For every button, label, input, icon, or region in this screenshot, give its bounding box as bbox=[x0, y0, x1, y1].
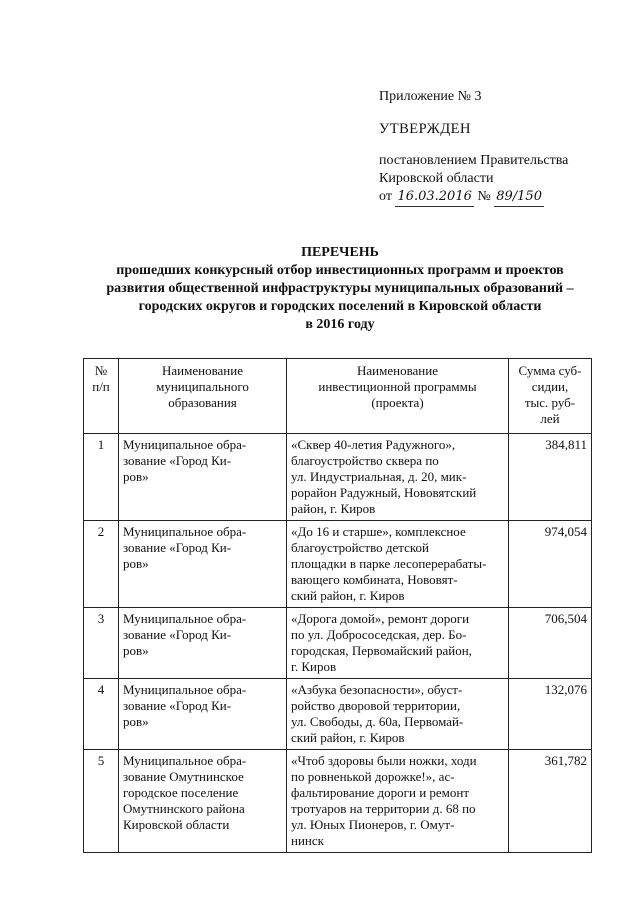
table-row bbox=[84, 434, 592, 521]
date-prefix: от bbox=[379, 189, 392, 204]
table-row bbox=[84, 608, 592, 679]
row-num: 5 bbox=[84, 750, 119, 853]
table-row bbox=[84, 750, 592, 853]
row-org: Муниципальное обра- зование «Город Ки- ров» bbox=[119, 608, 287, 679]
row-sum: 706,504 bbox=[509, 608, 592, 679]
title-line-2: прошедших конкурсный отбор инвестиционных программ и проектов bbox=[116, 263, 564, 278]
table-row bbox=[84, 521, 592, 608]
title-line-4: городских округов и городских поселений в Кировской области bbox=[138, 299, 542, 314]
row-project: «Сквер 40-летия Радужного», благоустройство сквера по ул. Индустриальная, д. 20, мик- рорайон Радужный, Нововятский район, г. Киров bbox=[287, 434, 509, 521]
decree-line-1: постановлением Правительства bbox=[379, 153, 569, 168]
row-num: 4 bbox=[84, 679, 119, 750]
handwritten-number: 89/150 bbox=[494, 188, 544, 207]
decree-line-2: Кировской области bbox=[379, 171, 494, 186]
row-sum: 974,054 bbox=[509, 521, 592, 608]
header-num: № п/п bbox=[84, 359, 119, 434]
row-num: 1 bbox=[84, 434, 119, 521]
number-sign: № bbox=[477, 189, 491, 204]
approved-label: УТВЕРЖДЕН bbox=[379, 121, 471, 137]
header-project: Наименование инвестиционной программы (проекта) bbox=[287, 359, 509, 434]
handwritten-date: 16.03.2016 bbox=[395, 188, 473, 207]
header-org: Наименование муниципального образования bbox=[119, 359, 287, 434]
appendix-label: Приложение № 3 bbox=[379, 89, 482, 104]
title-line-1: ПЕРЕЧЕНЬ bbox=[301, 245, 379, 260]
row-org: Муниципальное обра- зование Омутнинское городское поселение Омутнинского района Кировской области bbox=[119, 750, 287, 853]
projects-table bbox=[83, 358, 592, 853]
row-sum: 132,076 bbox=[509, 679, 592, 750]
row-project: «До 16 и старше», комплексное благоустройство детской площадки в парке лесоперерабаты- вающего комбината, Нововят- ский район, г. Киров bbox=[287, 521, 509, 608]
row-num: 2 bbox=[84, 521, 119, 608]
row-project: «Азбука безопасности», обуст- ройство дворовой территории, ул. Свободы, д. 60а, Первомай- ский район, г. Киров bbox=[287, 679, 509, 750]
row-project: «Чтоб здоровы были ножки, ходи по ровненькой дорожке!», ас- фальтирование дороги и ремонт тротуаров на территории д. 68 по ул. Юных Пионеров, г. Омут- нинск bbox=[287, 750, 509, 853]
table-header-row bbox=[84, 359, 592, 434]
row-sum: 361,782 bbox=[509, 750, 592, 853]
row-org: Муниципальное обра- зование «Город Ки- ров» bbox=[119, 521, 287, 608]
row-project: «Дорога домой», ремонт дороги по ул. Добрососедская, дер. Бо- городская, Первомайский район, г. Киров bbox=[287, 608, 509, 679]
decree-date-line bbox=[379, 188, 619, 207]
row-num: 3 bbox=[84, 608, 119, 679]
table-row bbox=[84, 679, 592, 750]
approval-block bbox=[379, 88, 619, 207]
row-org: Муниципальное обра- зование «Город Ки- ров» bbox=[119, 679, 287, 750]
title-line-5: в 2016 году bbox=[305, 317, 375, 332]
row-sum: 384,811 bbox=[509, 434, 592, 521]
document-title bbox=[40, 244, 640, 334]
row-org: Муниципальное обра- зование «Город Ки- ров» bbox=[119, 434, 287, 521]
title-line-3: развития общественной инфраструктуры муниципальных образований – bbox=[106, 281, 574, 296]
header-sum: Сумма суб- сидии, тыс. руб- лей bbox=[509, 359, 592, 434]
